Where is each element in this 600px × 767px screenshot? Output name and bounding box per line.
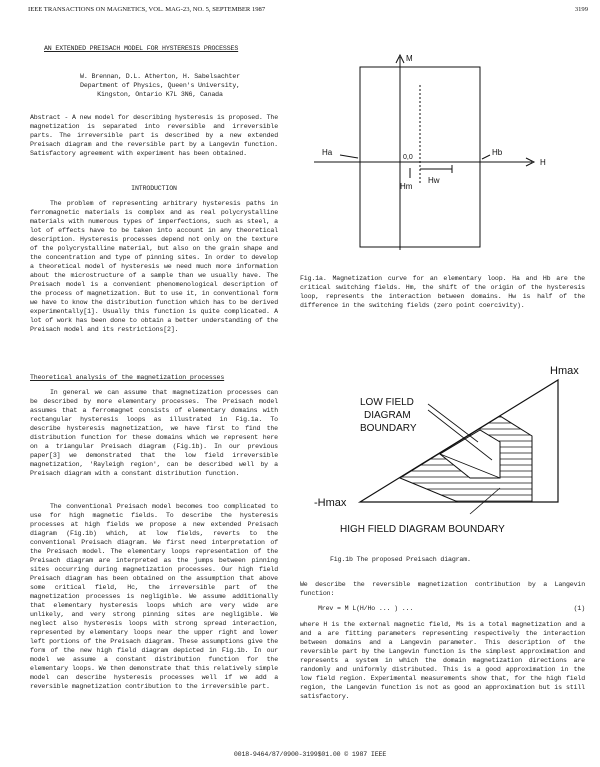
paper-address: Kingston, Ontario K7L 3N6, Canada: [97, 91, 223, 98]
figure-1a-caption: Fig.1a. Magnetization curve for an elementary loop. Ha and Hb are the critical switching fields. Hm, the shift of the origin of the hysteresis loop, represents the interaction between domains. Hw is half of the difference in the switching fields (zero point coercivity).: [300, 275, 585, 309]
figure-1b: [300, 360, 590, 550]
h-axis-label: H: [540, 158, 546, 167]
page-number: 3199: [574, 6, 588, 13]
hm-label: Hm: [400, 182, 413, 191]
theory-paragraph-2: The conventional Preisach model becomes too complicated to use for high magnetic fields. To describe the hysteresis processes at high fields we propose a new extended Preisach diagram (Fig.1b) which, at low fields, reverts to the conventional Preisach diagram. We first need interpretation of the Preisach model. The elementary loops representation of the Preisach diagram are interpreted as the jumps between pinning sites occurring during magnetization processes. Our high field Preisach diagram has been obtained on the assumption that above some critical field, Hc, the irreversible part of the magnetization processes is negligible. We assume additionally that elementary hysteresis loops which are very wide are unlikely, and very strong pinning sites are negligible. We neglect also hysteresis loops with strong spread interaction, represented by elementary loops near the upper right and lower left portions of the Preisach diagram. These assumptions give the form of the new high field diagram depicted in Fig.1b. In our model we assume a constant distribution function for the elementary loops. We then demonstrate that this relatively simple model can describe hysteresis processes well if we add a reversible magnetization contribution to the irreversible part.: [30, 503, 278, 690]
paper-title: AN EXTENDED PREISACH MODEL FOR HYSTERESIS PROCESSES: [44, 45, 239, 52]
ha-label: Ha: [322, 148, 333, 157]
low-boundary-pointer: [428, 404, 478, 442]
hb-pointer: [482, 155, 490, 159]
intro-text: The problem of representing arbitrary hysteresis paths in ferromagnetic materials is complex and as real polycrystalline materials with numerous types of imperfections, such as steel, a lot of effects have to be taken into account in any theoretical description. Hysteresis processes depend not only on the texture of the polycrystalline material, but also on the grain shape and the concentration and type of pinning sites. In order to develop a theoretical model of hysteresis we need much more information about the microstructure of a sample than we usually have. The Preisach model is a convenient phenomenological description of the process of magnetization. But to use it, in conventional form we have to know the distribution function which has to be derived experimentally[1]. Usually this function is quite complicated. A lot of work has been done to obtain a better understanding of the Preisach model and its restrictions[2].: [30, 200, 278, 333]
running-head: IEEE TRANSACTIONS ON MAGNETICS, VOL. MAG-23, NO. 5, SEPTEMBER 1987: [28, 6, 266, 13]
figure-1a: [300, 45, 590, 270]
paper-affiliation: Department of Physics, Queen's University,: [80, 82, 240, 89]
hw-label: Hw: [428, 176, 440, 185]
figure-1b-caption: Fig.1b The proposed Preisach diagram.: [330, 556, 471, 563]
origin-label: 0,0: [403, 154, 413, 161]
hb-label: Hb: [492, 148, 503, 157]
hmax-left-label: -Hmax: [314, 497, 347, 509]
low-field-label-line3: BOUNDARY: [360, 423, 417, 434]
equation-1: Mrev = M L(H/Ho ... ) ...: [318, 605, 414, 612]
ha-pointer: [340, 155, 358, 158]
high-field-label: HIGH FIELD DIAGRAM BOUNDARY: [340, 524, 505, 535]
theory-heading: Theoretical analysis of the magnetization processes: [30, 374, 225, 381]
hmax-top-label: Hmax: [550, 365, 579, 377]
right-paragraph-1: We describe the reversible magnetization contribution by a Langevin function:: [300, 581, 585, 597]
m-axis-label: M: [406, 54, 413, 63]
intro-heading: INTRODUCTION: [131, 185, 177, 192]
theory-paragraph-1: In general we can assume that magnetization processes can be described by more elementary processes. The Preisach model assumes that a ferromagnet consists of elementary domains with rectangular hysteresis loops as illustrated in Fig.1a. To describe hysteresis magnetization, we have first to find the distribution function for these domains which we represent here on a triangular Preisach diagram (Fig.1b). In our previous paper[3] we demonstrated that the low field irreversible magnetization, 'Rayleigh region', can be described well by a Preisach diagram with a constant distribution function.: [30, 389, 278, 477]
right-paragraph-2: where H is the external magnetic field, Ms is a total magnetization and a and a are fitting parameters representing respectively the interaction between domains and a Langevin parameter. This description of the reversible part by the Langevin function is the simplest approximation and represents a system in which the domain magnetization directions are randomly and uniformly distributed. This is a good approximation in the low field region. Experimental measurements show that, for the high field region, the Langevin function is not as good an approximation but is still satisfactory.: [300, 621, 585, 700]
low-field-label-line1: LOW FIELD: [360, 397, 414, 408]
copyright-footer: 0018-9464/87/0900-3199$01.00 © 1987 IEEE: [233, 751, 387, 758]
low-field-label-line2: DIAGRAM: [364, 410, 411, 421]
paper-authors: W. Brennan, D.L. Atherton, H. Sabelsachter: [80, 73, 240, 80]
abstract: Abstract - A new model for describing hysteresis is proposed. The magnetization is separated into reversible and irreversible parts. The irreversible part is described by a new extended Preisach diagram and the reversible part by a Langevin function. Satisfactory agreement with experiment has been obtained.: [30, 114, 278, 157]
equation-number: (1): [573, 605, 585, 612]
